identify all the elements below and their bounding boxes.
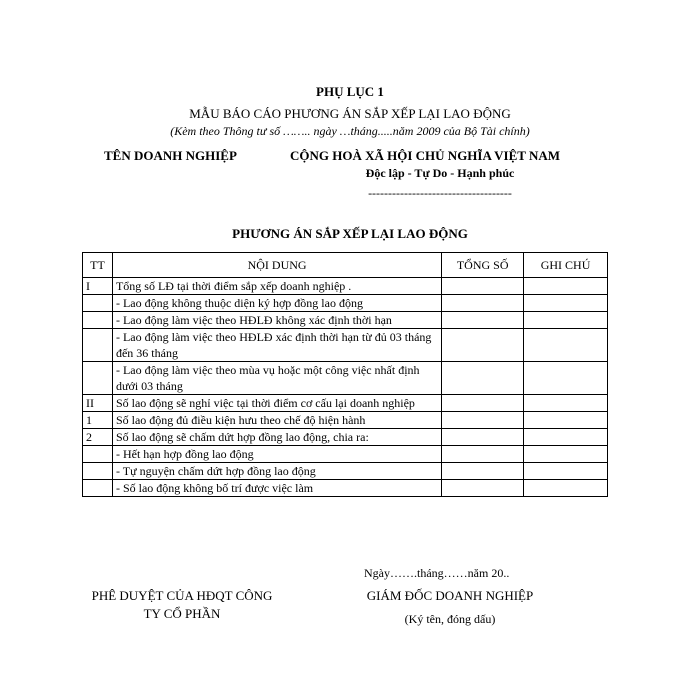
table-row bbox=[83, 446, 608, 463]
table-row bbox=[83, 312, 608, 329]
signature-note: (Ký tên, đóng dấu) bbox=[404, 612, 496, 626]
table-row bbox=[83, 395, 608, 412]
header-content: NỘI DUNG bbox=[112, 253, 441, 278]
row-note-cell[interactable] bbox=[524, 463, 608, 480]
table-row bbox=[83, 480, 608, 497]
row-content: - Số lao động không bố trí được việc làm bbox=[112, 480, 441, 497]
row-total-cell[interactable] bbox=[442, 446, 524, 463]
row-total-cell[interactable] bbox=[442, 463, 524, 480]
row-tt bbox=[83, 480, 113, 497]
row-content: Số lao động sẽ nghỉ việc tại thời điểm cơ cấu lại doanh nghiệp bbox=[112, 395, 441, 412]
row-total-cell[interactable] bbox=[442, 295, 524, 312]
company-name-label: TÊN DOANH NGHIỆP bbox=[104, 148, 237, 163]
table-row bbox=[83, 463, 608, 480]
table-row bbox=[83, 278, 608, 295]
row-note-cell[interactable] bbox=[524, 446, 608, 463]
row-note-cell[interactable] bbox=[524, 395, 608, 412]
row-content: Số lao động sẽ chấm dứt hợp đồng lao động, chia ra: bbox=[112, 429, 441, 446]
row-content: - Lao động làm việc theo mùa vụ hoặc một công việc nhất định dưới 03 tháng bbox=[112, 362, 441, 395]
row-total-cell[interactable] bbox=[442, 312, 524, 329]
table-header-row bbox=[83, 253, 608, 278]
table-row bbox=[83, 295, 608, 312]
row-tt bbox=[83, 295, 113, 312]
table-row bbox=[83, 362, 608, 395]
row-content: - Lao động không thuộc diện ký hợp đồng lao động bbox=[112, 295, 441, 312]
row-tt: I bbox=[83, 278, 113, 295]
row-note-cell[interactable] bbox=[524, 362, 608, 395]
row-note-cell[interactable] bbox=[524, 329, 608, 362]
row-tt: 2 bbox=[83, 429, 113, 446]
date-line: Ngày…….tháng……năm 20.. bbox=[364, 566, 510, 580]
row-tt: II bbox=[83, 395, 113, 412]
header-total: TỔNG SỐ bbox=[442, 253, 524, 278]
row-content: - Lao động làm việc theo HĐLĐ xác định thời hạn từ đủ 03 tháng đến 36 tháng bbox=[112, 329, 441, 362]
row-content: - Hết hạn hợp đồng lao động bbox=[112, 446, 441, 463]
labor-table bbox=[82, 252, 608, 497]
table-row bbox=[83, 329, 608, 362]
row-note-cell[interactable] bbox=[524, 295, 608, 312]
row-content: - Tự nguyện chấm dứt hợp đồng lao động bbox=[112, 463, 441, 480]
row-total-cell[interactable] bbox=[442, 480, 524, 497]
row-total-cell[interactable] bbox=[442, 429, 524, 446]
row-note-cell[interactable] bbox=[524, 480, 608, 497]
row-total-cell[interactable] bbox=[442, 362, 524, 395]
row-total-cell[interactable] bbox=[442, 278, 524, 295]
row-total-cell[interactable] bbox=[442, 412, 524, 429]
director-title: GIÁM ĐỐC DOANH NGHIỆP bbox=[366, 588, 534, 603]
national-motto: Độc lập - Tự Do - Hạnh phúc bbox=[365, 166, 515, 180]
row-note-cell[interactable] bbox=[524, 429, 608, 446]
row-note-cell[interactable] bbox=[524, 278, 608, 295]
row-note-cell[interactable] bbox=[524, 412, 608, 429]
appendix-title: PHỤ LỤC 1 bbox=[316, 84, 384, 99]
form-title: MẪU BÁO CÁO PHƯƠNG ÁN SẮP XẾP LẠI LAO ĐỘNG bbox=[189, 106, 511, 121]
header-divider: ------------------------------------ bbox=[368, 186, 512, 200]
row-content: - Lao động làm việc theo HĐLĐ không xác định thời hạn bbox=[112, 312, 441, 329]
approval-title-line1: PHÊ DUYỆT CỦA HĐQT CÔNG bbox=[91, 588, 273, 603]
row-note-cell[interactable] bbox=[524, 312, 608, 329]
header-tt: TT bbox=[83, 253, 113, 278]
row-content: Tổng số LĐ tại thời điểm sắp xếp doanh nghiệp . bbox=[112, 278, 441, 295]
row-tt bbox=[83, 329, 113, 362]
row-total-cell[interactable] bbox=[442, 395, 524, 412]
row-tt: 1 bbox=[83, 412, 113, 429]
header-note: GHI CHÚ bbox=[524, 253, 608, 278]
row-content: Số lao động đủ điều kiện hưu theo chế độ hiện hành bbox=[112, 412, 441, 429]
row-total-cell[interactable] bbox=[442, 329, 524, 362]
row-tt bbox=[83, 312, 113, 329]
nation-title: CỘNG HOÀ XÃ HỘI CHỦ NGHĨA VIỆT NAM bbox=[290, 148, 561, 163]
row-tt bbox=[83, 362, 113, 395]
table-row bbox=[83, 429, 608, 446]
row-tt bbox=[83, 463, 113, 480]
row-tt bbox=[83, 446, 113, 463]
plan-title: PHƯƠNG ÁN SẮP XẾP LẠI LAO ĐỘNG bbox=[232, 226, 468, 241]
table-row bbox=[83, 412, 608, 429]
form-subtitle: (Kèm theo Thông tư số …….. ngày …tháng.....năm 2009 của Bộ Tài chính) bbox=[170, 124, 530, 138]
approval-title-line2: TY CỔ PHẦN bbox=[143, 606, 221, 621]
